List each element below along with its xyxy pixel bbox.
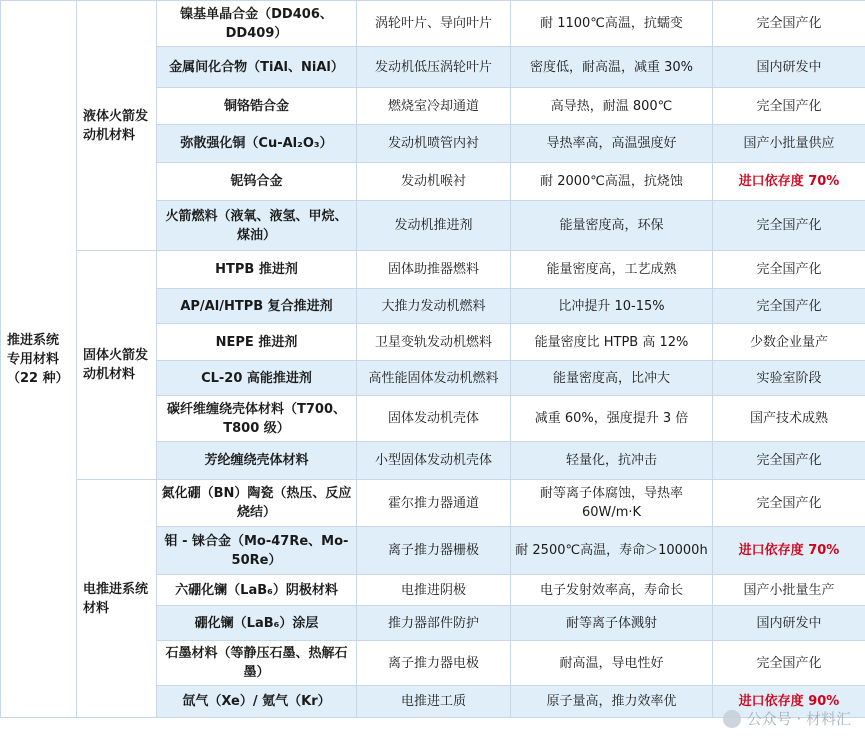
application-cell: 发动机喉衬 xyxy=(357,163,511,201)
material-name-cell: 氮化硼（BN）陶瓷（热压、反应烧结） xyxy=(157,480,357,527)
table-row xyxy=(1,1,865,47)
group-label-cell: 固体火箭发动机材料 xyxy=(77,251,157,480)
material-name-cell: 碳纤维缠绕壳体材料（T700、T800 级） xyxy=(157,396,357,442)
application-cell: 离子推力器电极 xyxy=(357,641,511,686)
status-cell: 完全国产化 xyxy=(713,289,865,324)
application-cell: 发动机低压涡轮叶片 xyxy=(357,47,511,88)
application-cell: 发动机喷管内衬 xyxy=(357,125,511,163)
application-cell: 大推力发动机燃料 xyxy=(357,289,511,324)
status-cell: 进口依存度 90% xyxy=(713,686,865,718)
performance-cell: 耐等离子体腐蚀，导热率 60W/m·K xyxy=(511,480,713,527)
material-name-cell: 芳纶缠绕壳体材料 xyxy=(157,442,357,480)
status-cell: 国产小批量供应 xyxy=(713,125,865,163)
performance-cell: 原子量高，推力效率优 xyxy=(511,686,713,718)
material-name-cell: 铜铬锆合金 xyxy=(157,88,357,125)
performance-cell: 耐 1100℃高温，抗蠕变 xyxy=(511,1,713,47)
group-label-cell: 液体火箭发动机材料 xyxy=(77,1,157,251)
application-cell: 燃烧室冷却通道 xyxy=(357,88,511,125)
performance-cell: 减重 60%，强度提升 3 倍 xyxy=(511,396,713,442)
performance-cell: 能量密度高，环保 xyxy=(511,201,713,251)
status-cell: 国产小批量生产 xyxy=(713,575,865,606)
status-cell: 完全国产化 xyxy=(713,442,865,480)
material-name-cell: 金属间化合物（TiAl、NiAl） xyxy=(157,47,357,88)
performance-cell: 轻量化，抗冲击 xyxy=(511,442,713,480)
status-cell: 实验室阶段 xyxy=(713,361,865,396)
application-cell: 高性能固体发动机燃料 xyxy=(357,361,511,396)
application-cell: 发动机推进剂 xyxy=(357,201,511,251)
material-name-cell: 钼 - 铼合金（Mo-47Re、Mo-50Re） xyxy=(157,527,357,575)
material-name-cell: 弥散强化铜（Cu-Al₂O₃） xyxy=(157,125,357,163)
application-cell: 离子推力器栅极 xyxy=(357,527,511,575)
material-name-cell: 火箭燃料（液氧、液氢、甲烷、煤油） xyxy=(157,201,357,251)
performance-cell: 能量密度高，比冲大 xyxy=(511,361,713,396)
status-cell: 国内研发中 xyxy=(713,47,865,88)
material-name-cell: 硼化镧（LaB₆）涂层 xyxy=(157,606,357,641)
material-name-cell: AP/Al/HTPB 复合推进剂 xyxy=(157,289,357,324)
watermark-text: 公众号 · 材料汇 xyxy=(746,710,851,728)
status-cell: 进口依存度 70% xyxy=(713,527,865,575)
performance-cell: 耐高温，导电性好 xyxy=(511,641,713,686)
performance-cell: 耐等离子体溅射 xyxy=(511,606,713,641)
performance-cell: 电子发射效率高，寿命长 xyxy=(511,575,713,606)
status-cell: 国产技术成熟 xyxy=(713,396,865,442)
group-label-cell: 电推进系统材料 xyxy=(77,480,157,718)
status-cell: 进口依存度 70% xyxy=(713,163,865,201)
performance-cell: 密度低，耐高温，减重 30% xyxy=(511,47,713,88)
material-name-cell: CL-20 高能推进剂 xyxy=(157,361,357,396)
material-name-cell: 氙气（Xe）/ 氪气（Kr） xyxy=(157,686,357,718)
table-row xyxy=(1,480,865,527)
status-cell: 完全国产化 xyxy=(713,201,865,251)
material-name-cell: 六硼化镧（LaB₆）阴极材料 xyxy=(157,575,357,606)
application-cell: 小型固体发动机壳体 xyxy=(357,442,511,480)
application-cell: 推力器部件防护 xyxy=(357,606,511,641)
status-cell: 完全国产化 xyxy=(713,88,865,125)
performance-cell: 比冲提升 10-15% xyxy=(511,289,713,324)
performance-cell: 能量密度比 HTPB 高 12% xyxy=(511,324,713,361)
performance-cell: 高导热，耐温 800℃ xyxy=(511,88,713,125)
performance-cell: 导热率高，高温强度好 xyxy=(511,125,713,163)
application-cell: 涡轮叶片、导向叶片 xyxy=(357,1,511,47)
material-name-cell: 镍基单晶合金（DD406、DD409） xyxy=(157,1,357,47)
application-cell: 卫星变轨发动机燃料 xyxy=(357,324,511,361)
material-name-cell: NEPE 推进剂 xyxy=(157,324,357,361)
category-cell: 推进系统专用材料（22 种） xyxy=(1,1,77,718)
status-cell: 少数企业量产 xyxy=(713,324,865,361)
table-row xyxy=(1,251,865,289)
status-cell: 完全国产化 xyxy=(713,251,865,289)
material-name-cell: HTPB 推进剂 xyxy=(157,251,357,289)
application-cell: 霍尔推力器通道 xyxy=(357,480,511,527)
status-cell: 国内研发中 xyxy=(713,606,865,641)
application-cell: 电推进阴极 xyxy=(357,575,511,606)
application-cell: 固体助推器燃料 xyxy=(357,251,511,289)
material-name-cell: 铌钨合金 xyxy=(157,163,357,201)
performance-cell: 耐 2000℃高温，抗烧蚀 xyxy=(511,163,713,201)
application-cell: 电推进工质 xyxy=(357,686,511,718)
status-cell: 完全国产化 xyxy=(713,480,865,527)
status-cell: 完全国产化 xyxy=(713,1,865,47)
material-name-cell: 石墨材料（等静压石墨、热解石墨） xyxy=(157,641,357,686)
status-cell: 完全国产化 xyxy=(713,641,865,686)
application-cell: 固体发动机壳体 xyxy=(357,396,511,442)
performance-cell: 耐 2500℃高温，寿命＞10000h xyxy=(511,527,713,575)
performance-cell: 能量密度高，工艺成熟 xyxy=(511,251,713,289)
